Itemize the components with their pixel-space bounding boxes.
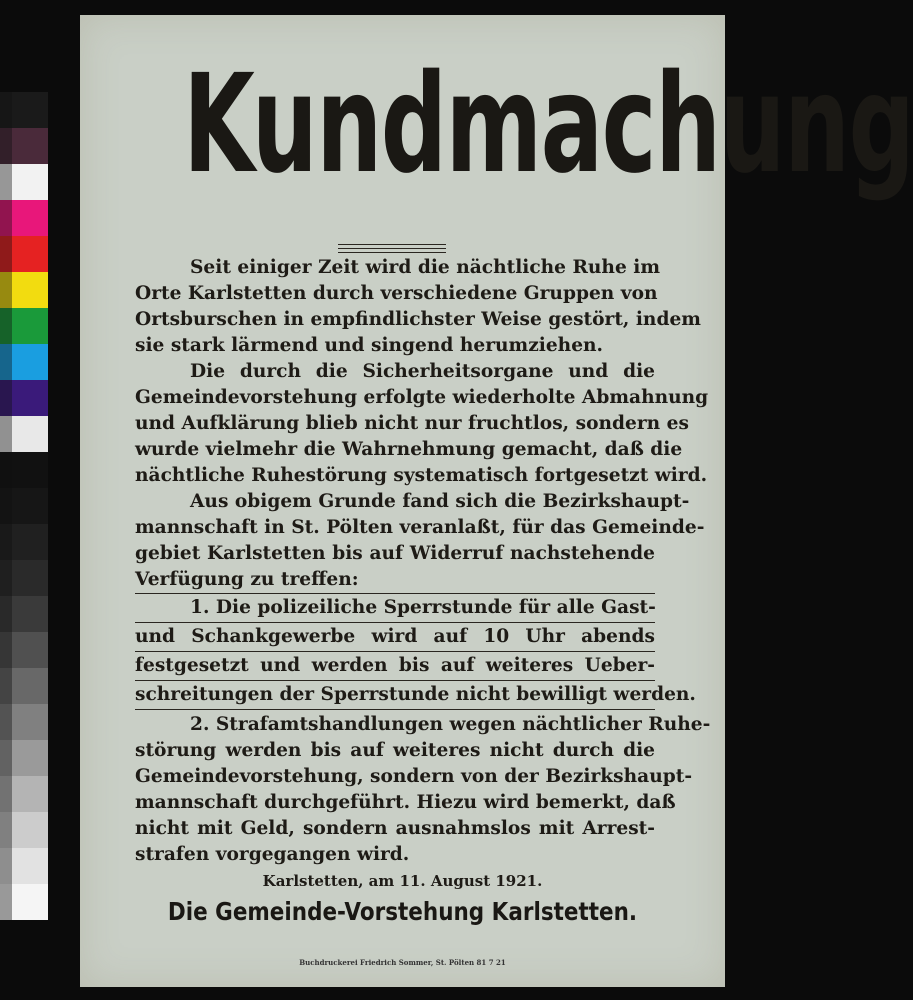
text-line: und Aufklärung blieb nicht nur fruchtlos, sondern es	[135, 413, 689, 434]
text-line: strafen vorgegangen wird.	[135, 844, 410, 865]
text-line: wurde vielmehr die Wahrnehmung gemacht, daß die	[135, 439, 683, 460]
color-patch	[0, 164, 48, 200]
color-patch	[0, 812, 48, 848]
color-patch	[0, 128, 48, 164]
color-patch	[0, 452, 48, 488]
text-line: störung werden bis auf weiteres nicht durch die	[135, 740, 655, 761]
color-patch	[0, 704, 48, 740]
text-line: Ortsburschen in empfindlichster Weise gestört, indem	[135, 309, 701, 330]
color-patch	[0, 668, 48, 704]
title-rule-1	[338, 244, 446, 245]
text-line: Die durch die Sicherheitsorgane und die	[190, 361, 655, 382]
text-line: schreitungen der Sperrstunde nicht bewilligt werden.	[135, 681, 655, 710]
title-rule-3	[338, 252, 446, 253]
color-patch	[0, 344, 48, 380]
color-patch	[0, 416, 48, 452]
text-line: nächtliche Ruhestörung systematisch fortgesetzt wird.	[135, 465, 708, 486]
printer-imprint: Buchdruckerei Friedrich Sommer, St. Pölten 81 7 21	[299, 958, 506, 967]
text-line: Gemeindevorstehung erfolgte wiederholte Abmahnung	[135, 387, 709, 408]
text-line: sie stark lärmend und singend herumziehen.	[135, 335, 604, 356]
poster	[80, 15, 913, 987]
paragraph-3	[135, 489, 705, 593]
text-line: und Schankgewerbe wird auf 10 Uhr abends	[135, 623, 655, 652]
text-line: Seit einiger Zeit wird die nächtliche Ruhe im	[190, 257, 660, 278]
signature: Die Gemeinde-Vorstehung Karlstetten.	[167, 897, 638, 926]
color-patch	[0, 272, 48, 308]
color-patch	[0, 524, 48, 560]
notice-body	[135, 255, 711, 868]
text-line: Aus obigem Grunde fand sich die Bezirkshaupt-	[190, 491, 690, 512]
color-patch	[0, 200, 48, 236]
text-line: festgesetzt und werden bis auf weiteres Ueber-	[135, 652, 655, 681]
poster-title: Kundmachung	[183, 46, 913, 204]
text-line: nicht mit Geld, sondern ausnahmslos mit Arrest-	[135, 818, 655, 839]
text-line: mannschaft durchgeführt. Hiezu wird bemerkt, daß	[135, 792, 676, 813]
point-2	[135, 712, 711, 868]
dateline: Karlstetten, am 11. August 1921.	[262, 872, 543, 890]
color-patch	[0, 740, 48, 776]
text-line: Orte Karlstetten durch verschiedene Gruppen von	[135, 283, 658, 304]
text-line: gebiet Karlstetten bis auf Widerruf nachstehende	[135, 543, 655, 564]
text-line: 2. Strafamtshandlungen wegen nächtlicher Ruhe-	[190, 714, 711, 735]
title-rule-2	[338, 248, 446, 249]
color-patch	[0, 488, 48, 524]
color-patch	[0, 92, 48, 128]
text-line: Gemeindevorstehung, sondern von der Bezirkshaupt-	[135, 766, 693, 787]
color-patch	[0, 560, 48, 596]
color-patch	[0, 848, 48, 884]
color-patch	[0, 632, 48, 668]
text-line: Verfügung zu treffen:	[135, 569, 359, 590]
color-checker-strip	[0, 92, 48, 920]
color-patch	[0, 380, 48, 416]
paragraph-1	[135, 255, 701, 359]
text-line: mannschaft in St. Pölten veranlaßt, für das Gemeinde-	[135, 517, 705, 538]
color-patch	[0, 596, 48, 632]
color-patch	[0, 236, 48, 272]
text-line: 1. Die polizeiliche Sperrstunde für alle Gast-	[135, 594, 655, 623]
color-patch	[0, 776, 48, 812]
color-patch	[0, 884, 48, 920]
color-patch	[0, 308, 48, 344]
point-1-boxed	[135, 593, 696, 710]
paragraph-2	[135, 359, 709, 489]
